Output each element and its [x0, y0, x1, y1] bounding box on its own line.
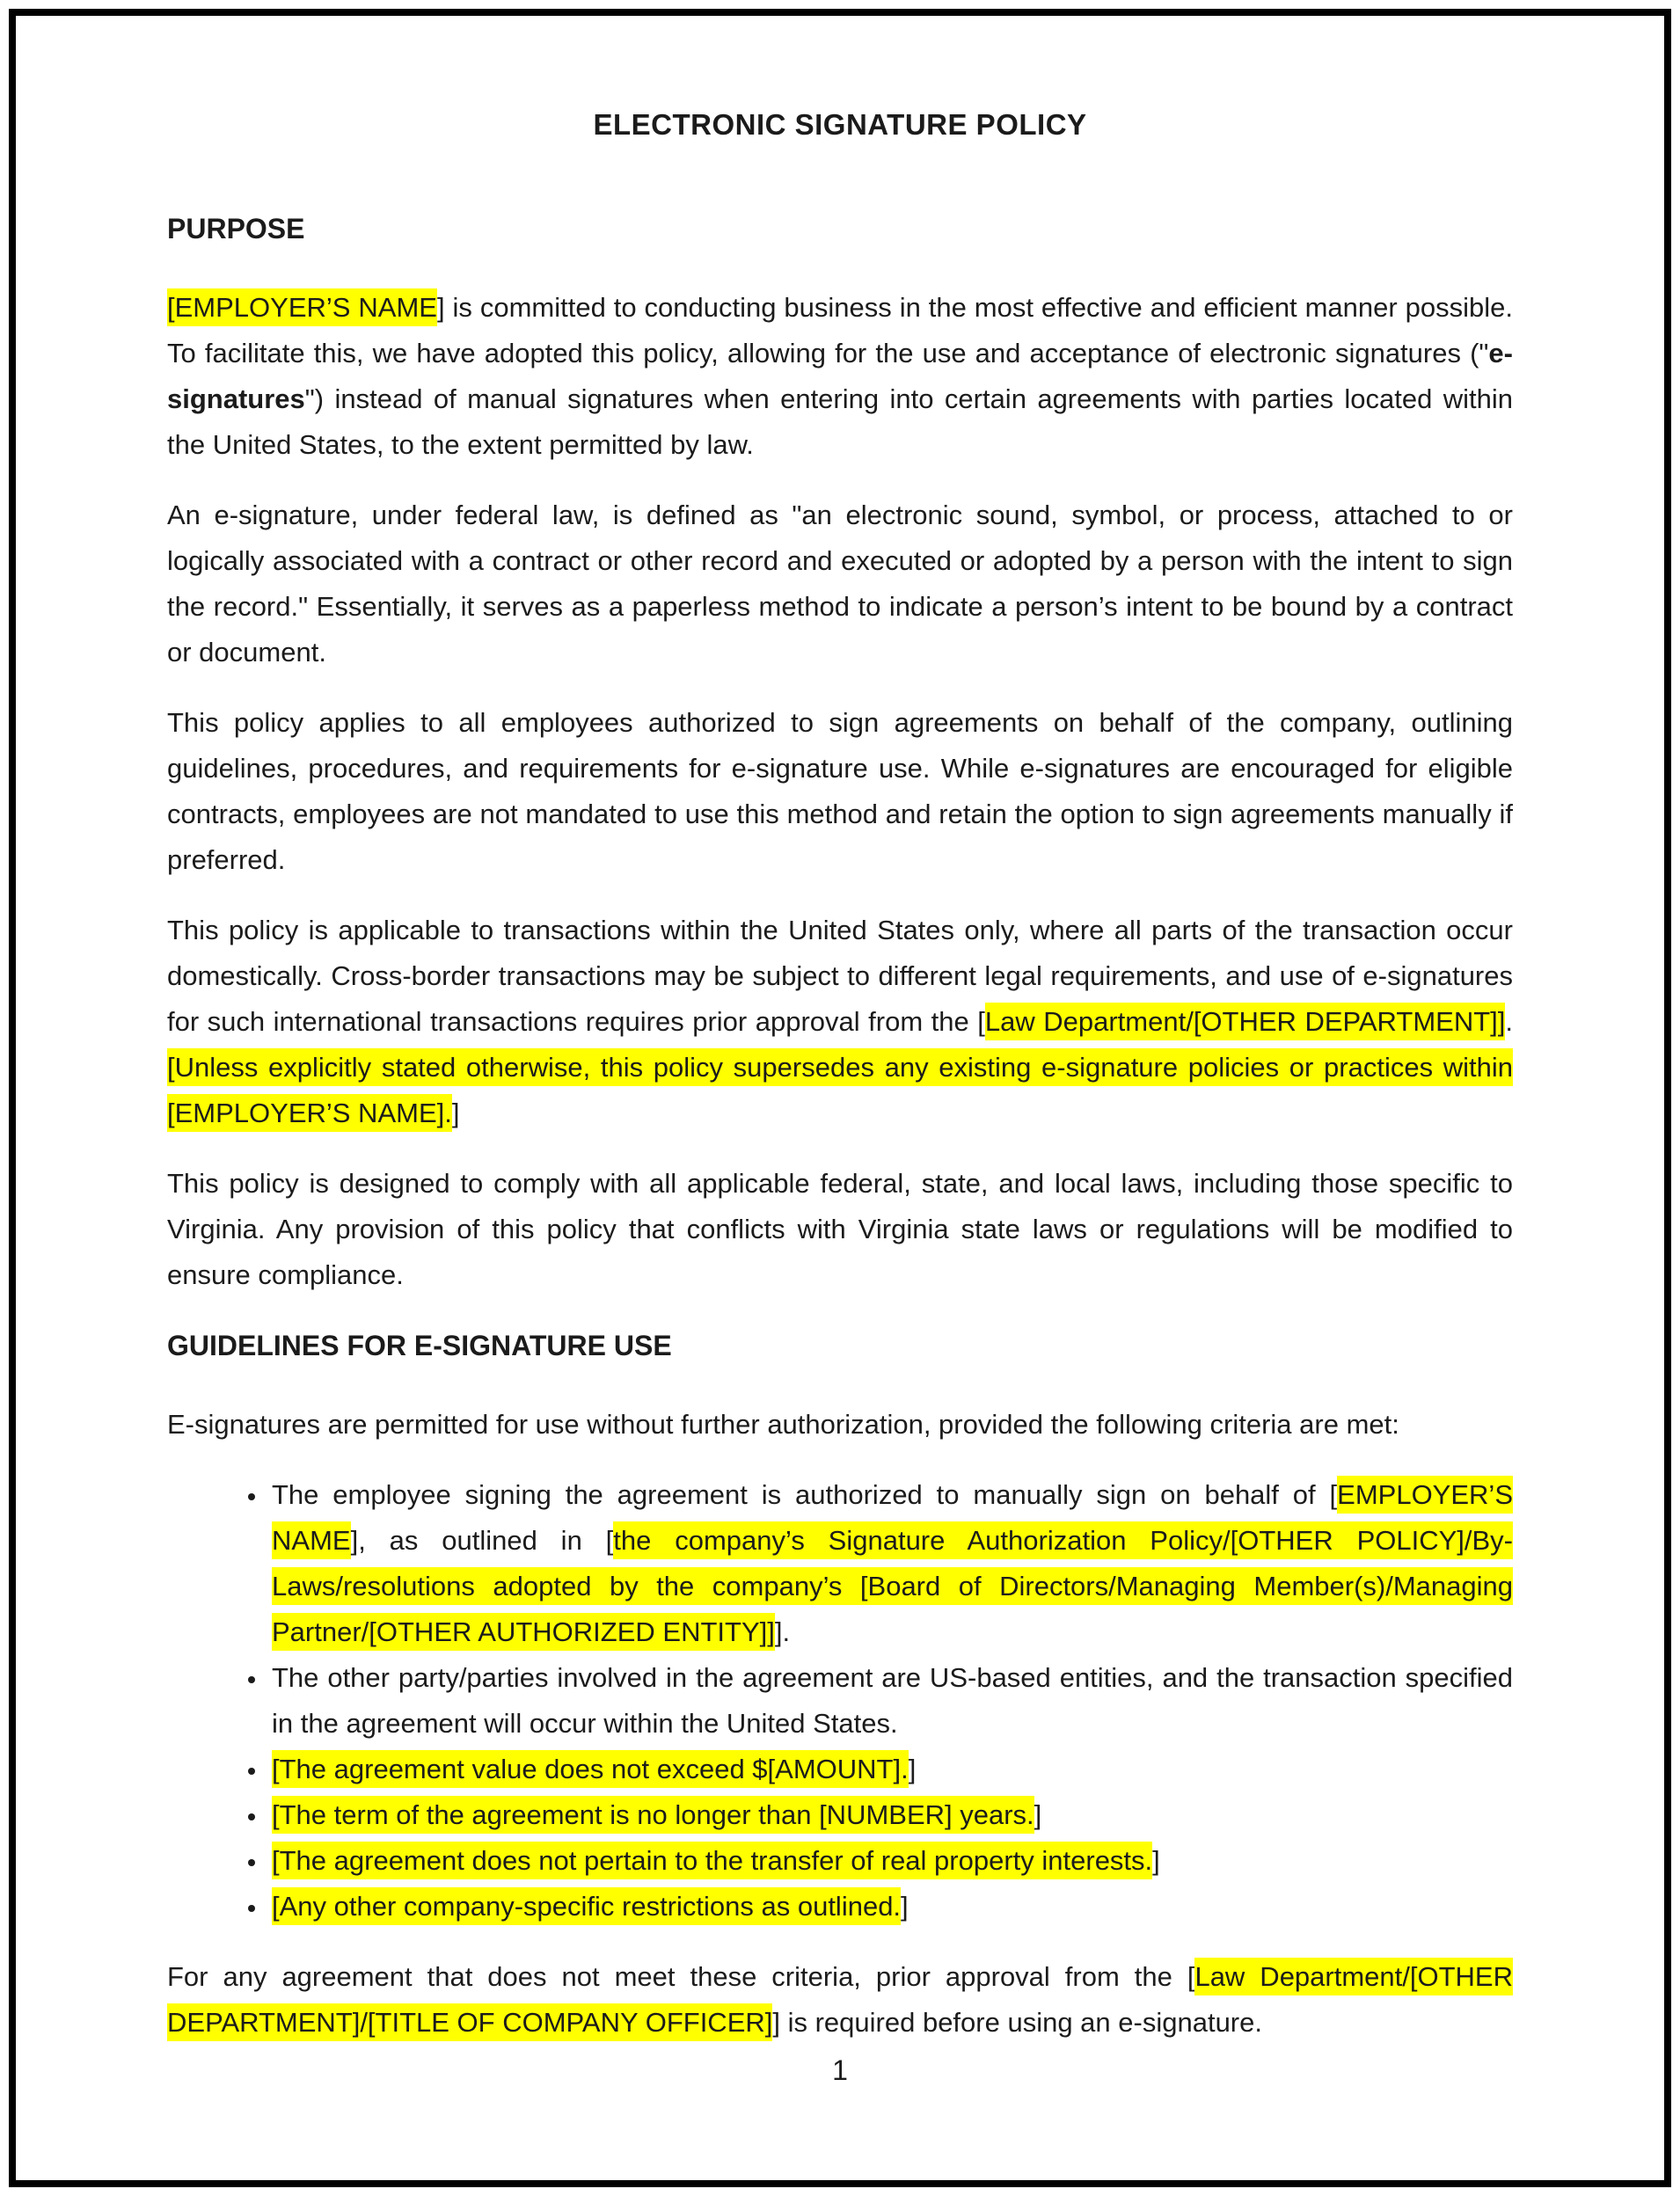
text-segment: ] [1034, 1799, 1042, 1830]
criteria-item-3 [268, 1747, 1513, 1792]
highlighted-placeholder-text: EMPLOYER’S NAME [272, 1476, 1513, 1559]
text-segment: . [1505, 1006, 1513, 1037]
text-segment: E-signatures are permitted for use without further authorization, provided the following criteria are met: [167, 1409, 1399, 1440]
text-segment: ] [451, 1098, 460, 1128]
highlighted-placeholder-text: [The agreement does not pertain to the transfer of real property interests. [272, 1842, 1152, 1879]
purpose-heading: PURPOSE [167, 213, 305, 244]
text-segment: ] [901, 1891, 909, 1922]
criteria-list [167, 1472, 1513, 1930]
text-segment: ] is required before using an e-signature. [772, 2007, 1262, 2038]
text-segment: ], as outlined in [ [350, 1525, 614, 1556]
criteria-item-5 [268, 1838, 1513, 1884]
highlighted-placeholder-text: Law Department/[OTHER DEPARTMENT]/[TITLE OF COMPANY OFFICER] [167, 1958, 1513, 2041]
text-segment: ") instead of manual signatures when entering into certain agreements with parties located within the United States, to the extent permitted by law. [167, 383, 1513, 460]
highlighted-placeholder-text: the company’s Signature Authorization Policy/[OTHER POLICY]/By-Laws/resolutions adopted by the company’s [Board of Directors/Managing Member(s)/Managing Partner/[OTHER AUTHORIZED ENTITY]] [272, 1521, 1513, 1651]
purpose-paragraph-1 [167, 285, 1513, 468]
text-segment: This policy is designed to comply with all applicable federal, state, and local laws, including those specific to Virginia. Any provision of this policy that conflicts with Virginia state laws or regulations will be modified to ensure compliance. [167, 1168, 1513, 1290]
highlighted-placeholder-text: [The agreement value does not exceed $[AMOUNT]. [272, 1750, 909, 1788]
text-segment: This policy applies to all employees authorized to sign agreements on behalf of the company, outlining guidelines, procedures, and requirements for e-signature use. While e-signatures are encouraged for eligible contracts, employees are not mandated to use this method and retain the option to sign agreements manually if preferred. [167, 707, 1513, 875]
text-segment: This policy is applicable to transactions within the United States only, where all parts of the transaction occur domestically. Cross-border transactions may be subject to different legal requirements, and use of e-signatures for such international transactions requires prior approval from the [ [167, 915, 1513, 1037]
highlighted-placeholder-text: [Unless explicitly stated otherwise, this policy supersedes any existing e-signature policies or practices within [EMPLOYER’S NAME]. [167, 1048, 1513, 1132]
highlighted-placeholder-text: [EMPLOYER’S NAME [167, 288, 437, 326]
guidelines-intro [167, 1402, 1513, 1448]
text-segment: The other party/parties involved in the agreement are US-based entities, and the transaction specified in the agreement will occur within the United States. [272, 1662, 1513, 1739]
text-segment: ] [908, 1754, 917, 1784]
guidelines-outro [167, 1954, 1513, 2046]
text-segment: ] is committed to conducting business in the most effective and efficient manner possible. To facilitate this, we have adopted this policy, allowing for the use and acceptance of electronic signatures (" [167, 292, 1513, 368]
criteria-item-2 [268, 1655, 1513, 1747]
purpose-paragraph-2 [167, 492, 1513, 675]
text-segment: e-signatures [167, 338, 1513, 414]
highlighted-placeholder-text: [The term of the agreement is no longer than [NUMBER] years. [272, 1796, 1034, 1834]
text-segment: ] [1152, 1845, 1160, 1876]
purpose-paragraph-5 [167, 1161, 1513, 1298]
document-title: ELECTRONIC SIGNATURE POLICY [593, 108, 1087, 141]
text-segment: The employee signing the agreement is authorized to manually sign on behalf of [ [272, 1479, 1338, 1510]
text-segment: ]. [774, 1616, 791, 1647]
page-number: 1 [832, 2054, 848, 2086]
highlighted-placeholder-text: [Any other company-specific restrictions as outlined. [272, 1887, 901, 1925]
highlighted-placeholder-text: Law Department/[OTHER DEPARTMENT]] [985, 1003, 1506, 1040]
purpose-paragraph-3 [167, 700, 1513, 883]
document-content [167, 102, 1513, 2046]
criteria-item-6 [268, 1884, 1513, 1930]
criteria-item-4 [268, 1792, 1513, 1838]
guidelines-heading: GUIDELINES FOR E-SIGNATURE USE [167, 1330, 672, 1361]
criteria-item-1 [268, 1472, 1513, 1655]
purpose-paragraph-4 [167, 908, 1513, 1136]
text-segment: An e-signature, under federal law, is defined as "an electronic sound, symbol, or process, attached to or logically associated with a contract or other record and executed or adopted by a person with the intent to sign the record." Essentially, it serves as a paperless method to indicate a person’s intent to be bound by a contract or document. [167, 500, 1513, 668]
text-segment: For any agreement that does not meet these criteria, prior approval from the [ [167, 1961, 1195, 1992]
